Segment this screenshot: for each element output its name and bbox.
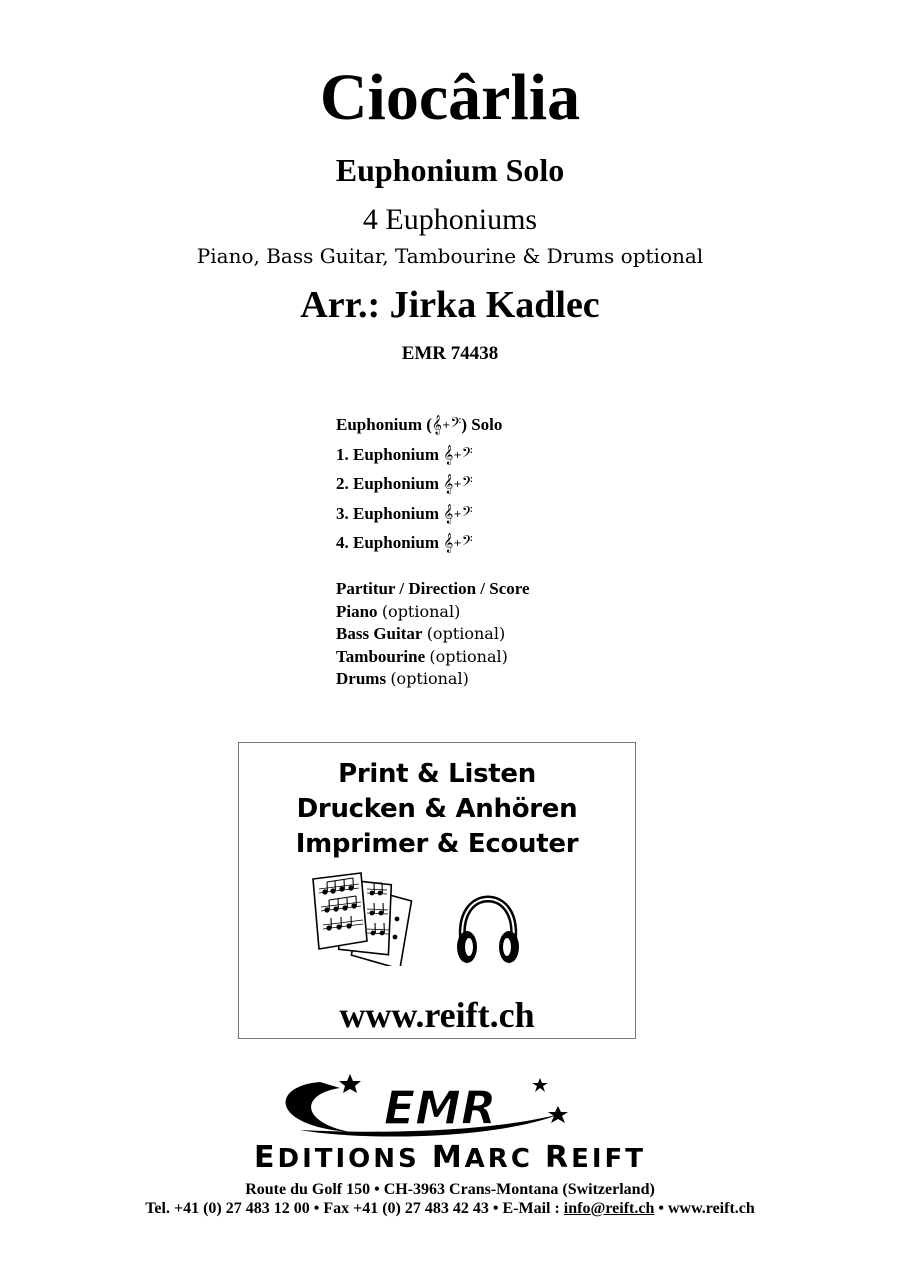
part-suffix: ) Solo — [461, 415, 503, 434]
bass-clef-icon: 𝄢 — [461, 503, 473, 524]
contact-prefix: Tel. +41 (0) 27 483 12 00 • Fax +41 (0) 27 483 42 43 • E-Mail : — [145, 1200, 564, 1217]
extra-part-item — [336, 668, 756, 691]
website-link[interactable]: • www.reift.ch — [654, 1200, 755, 1217]
part-label: Euphonium ( — [336, 415, 432, 434]
part-label: 3. Euphonium — [336, 503, 439, 523]
part-label: 1. Euphonium — [336, 444, 439, 464]
bass-clef-icon: 𝄢 — [450, 415, 462, 435]
publisher-name: EDITIONS MARC REIFT — [254, 1140, 646, 1175]
page-title: Ciocârlia — [319, 61, 581, 134]
plus-sign: + — [453, 508, 462, 520]
part-label: 4. Euphonium — [336, 533, 439, 552]
treble-clef-icon: 𝄞 — [431, 415, 442, 435]
part-item — [336, 442, 756, 472]
arranger: Arr.: Jirka Kadlec — [300, 284, 600, 326]
plus-sign: + — [453, 479, 462, 490]
extra-part-name: Drums — [336, 669, 387, 688]
extra-parts-list — [336, 578, 756, 691]
extra-part-note: (optional) — [381, 601, 461, 621]
logo-text: EMR — [383, 1081, 497, 1135]
extra-part-name: Tambourine — [336, 646, 426, 666]
extra-part-note: (optional) — [429, 646, 508, 666]
email-link[interactable]: info@reift.ch — [563, 1200, 655, 1217]
optional-instruments: Piano, Bass Guitar, Tambourine & Drums optional — [196, 244, 704, 268]
part-item — [336, 412, 756, 442]
treble-clef-icon: 𝄞 — [443, 503, 454, 524]
print-listen-de: Drucken & Anhören — [296, 794, 578, 824]
parts-list — [336, 412, 756, 560]
sheet-music-icon — [309, 871, 439, 966]
part-label: 2. Euphonium — [336, 474, 439, 493]
print-listen-url[interactable]: www.reift.ch — [339, 995, 535, 1035]
extra-part-name: Partitur / Direction / Score — [336, 579, 530, 598]
catalog-number: EMR 74438 — [401, 343, 499, 364]
treble-clef-icon: 𝄞 — [443, 474, 454, 494]
print-listen-fr: Imprimer & Ecouter — [295, 829, 579, 859]
star-icon — [548, 1106, 568, 1123]
treble-clef-icon: 𝄞 — [443, 533, 454, 553]
extra-part-note: (optional) — [426, 624, 506, 643]
plus-sign: + — [453, 449, 462, 461]
treble-clef-icon: 𝄞 — [443, 444, 454, 465]
plus-sign: + — [441, 420, 451, 431]
instrumentation: 4 Euphoniums — [362, 203, 538, 236]
part-item — [336, 501, 756, 531]
bass-clef-icon: 𝄢 — [461, 474, 473, 494]
publisher-contact — [0, 1199, 900, 1219]
plus-sign: + — [453, 538, 462, 549]
extra-part-name: Bass Guitar — [336, 624, 423, 643]
headphones-icon — [455, 895, 521, 967]
extra-part-note: (optional) — [390, 669, 469, 688]
bass-clef-icon: 𝄢 — [461, 533, 473, 553]
star-icon — [339, 1074, 361, 1093]
extra-part-item — [336, 578, 756, 601]
subtitle: Euphonium Solo — [335, 152, 565, 188]
publisher-address: Route du Golf 150 • CH-3963 Crans-Montana (Switzerland) — [245, 1181, 655, 1198]
part-item — [336, 471, 756, 501]
extra-part-item — [336, 646, 756, 669]
part-item — [336, 530, 756, 560]
extra-part-name: Piano — [336, 601, 378, 621]
extra-part-item — [336, 623, 756, 646]
bass-clef-icon: 𝄢 — [461, 444, 473, 465]
extra-part-item — [336, 601, 756, 624]
print-listen-box — [238, 742, 636, 1039]
print-listen-en: Print & Listen — [338, 759, 536, 789]
emr-logo — [240, 1070, 600, 1142]
star-icon — [532, 1078, 548, 1092]
